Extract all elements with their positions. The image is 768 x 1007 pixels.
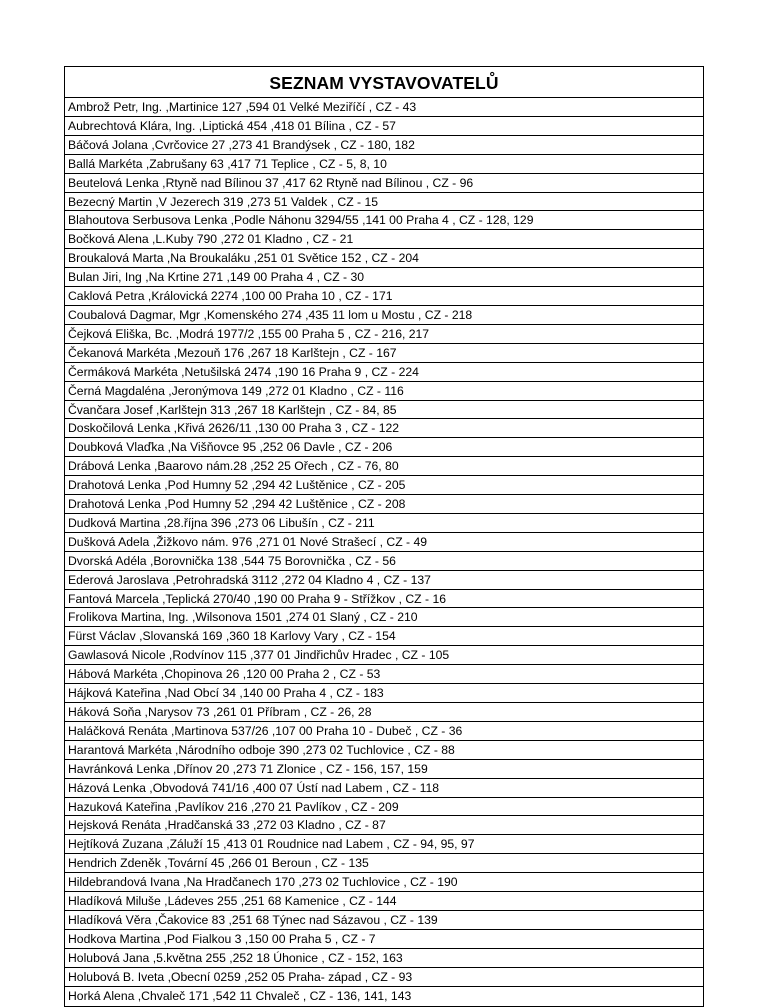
exhibitor-row: Hejtíková Zuzana ,Záluží 15 ,413 01 Roudnice nad Labem , CZ - 94, 95, 97 <box>65 835 703 854</box>
exhibitor-row: Hodkova Martina ,Pod Fialkou 3 ,150 00 Praha 5 , CZ - 7 <box>65 930 703 949</box>
exhibitor-row: Drahotová Lenka ,Pod Humny 52 ,294 42 Luštěnice , CZ - 208 <box>65 495 703 514</box>
page-title: SEZNAM VYSTAVOVATELŮ <box>269 73 499 93</box>
exhibitor-row: Hendrich Zdeněk ,Tovární 45 ,266 01 Beroun , CZ - 135 <box>65 854 703 873</box>
exhibitor-row: Holubová Jana ,5.května 255 ,252 18 Úhonice , CZ - 152, 163 <box>65 949 703 968</box>
exhibitor-row: Ballá Markéta ,Zabrušany 63 ,417 71 Teplice , CZ - 5, 8, 10 <box>65 155 703 174</box>
exhibitor-row: Bočková Alena ,L.Kuby 790 ,272 01 Kladno , CZ - 21 <box>65 230 703 249</box>
exhibitor-row: Ederová Jaroslava ,Petrohradská 3112 ,272 04 Kladno 4 , CZ - 137 <box>65 571 703 590</box>
exhibitor-row: Hildebrandová Ivana ,Na Hradčanech 170 ,273 02 Tuchlovice , CZ - 190 <box>65 873 703 892</box>
exhibitor-row: Hazuková Kateřina ,Pavlíkov 216 ,270 21 Pavlíkov , CZ - 209 <box>65 798 703 817</box>
exhibitor-row: Havránková Lenka ,Dřínov 20 ,273 71 Zlonice , CZ - 156, 157, 159 <box>65 760 703 779</box>
exhibitor-row: Frolikova Martina, Ing. ,Wilsonova 1501 ,274 01 Slaný , CZ - 210 <box>65 608 703 627</box>
exhibitor-row: Bulan Jiri, Ing ,Na Krtine 271 ,149 00 Praha 4 , CZ - 30 <box>65 268 703 287</box>
exhibitor-row: Čejková Eliška, Bc. ,Modrá 1977/2 ,155 00 Praha 5 , CZ - 216, 217 <box>65 325 703 344</box>
exhibitor-table <box>64 66 704 1007</box>
exhibitor-row: Beutelová Lenka ,Rtyně nad Bílinou 37 ,417 62 Rtyně nad Bílinou , CZ - 96 <box>65 174 703 193</box>
exhibitor-row: Čekanová Markéta ,Mezouň 176 ,267 18 Karlštejn , CZ - 167 <box>65 344 703 363</box>
exhibitor-row: Hájková Kateřina ,Nad Obcí 34 ,140 00 Praha 4 , CZ - 183 <box>65 684 703 703</box>
exhibitor-row: Čvančara Josef ,Karlštejn 313 ,267 18 Karlštejn , CZ - 84, 85 <box>65 401 703 420</box>
title-row <box>65 67 703 98</box>
exhibitor-row: Dudková Martina ,28.října 396 ,273 06 Libušín , CZ - 211 <box>65 514 703 533</box>
exhibitor-row: Doskočilová Lenka ,Křivá 2626/11 ,130 00 Praha 3 , CZ - 122 <box>65 419 703 438</box>
exhibitor-row: Hábová Markéta ,Chopinova 26 ,120 00 Praha 2 , CZ - 53 <box>65 665 703 684</box>
exhibitor-row: Haláčková Renáta ,Martinova 537/26 ,107 00 Praha 10 - Dubeč , CZ - 36 <box>65 722 703 741</box>
exhibitor-row: Horká Alena ,Chvaleč 171 ,542 11 Chvaleč , CZ - 136, 141, 143 <box>68 988 412 1003</box>
exhibitor-row: Ambrož Petr, Ing. ,Martinice 127 ,594 01 Velké Meziříčí , CZ - 43 <box>65 98 703 117</box>
exhibitor-row: Háková Soňa ,Narysov 73 ,261 01 Příbram , CZ - 26, 28 <box>65 703 703 722</box>
exhibitor-row: Blahoutova Serbusova Lenka ,Podle Náhonu 3294/55 ,141 00 Praha 4 , CZ - 128, 129 <box>65 211 703 230</box>
exhibitor-row: Doubková Vlaďka ,Na Višňovce 95 ,252 06 Davle , CZ - 206 <box>65 438 703 457</box>
exhibitor-list <box>65 98 703 1006</box>
exhibitor-row: Holubová B. Iveta ,Obecní 0259 ,252 05 Praha- západ , CZ - 93 <box>65 968 703 987</box>
exhibitor-row: Caklová Petra ,Královická 2274 ,100 00 Praha 10 , CZ - 171 <box>65 287 703 306</box>
exhibitor-row: Házová Lenka ,Obvodová 741/16 ,400 07 Ústí nad Labem , CZ - 118 <box>65 779 703 798</box>
exhibitor-row: Dušková Adela ,Žižkovo nám. 976 ,271 01 Nové Strašecí , CZ - 49 <box>65 533 703 552</box>
exhibitor-row: Hladíková Miluše ,Ládeves 255 ,251 68 Kamenice , CZ - 144 <box>65 892 703 911</box>
exhibitor-row: Dvorská Adéla ,Borovnička 138 ,544 75 Borovnička , CZ - 56 <box>65 552 703 571</box>
exhibitor-row: Gawlasová Nicole ,Rodvínov 115 ,377 01 Jindřichův Hradec , CZ - 105 <box>65 646 703 665</box>
exhibitor-row: Černá Magdaléna ,Jeronýmova 149 ,272 01 Kladno , CZ - 116 <box>65 382 703 401</box>
exhibitor-row: Báčová Jolana ,Cvrčovice 27 ,273 41 Brandýsek , CZ - 180, 182 <box>65 136 703 155</box>
exhibitor-row: Bezecný Martin ,V Jezerech 319 ,273 51 Valdek , CZ - 15 <box>65 193 703 212</box>
exhibitor-row: Aubrechtová Klára, Ing. ,Liptická 454 ,418 01 Bílina , CZ - 57 <box>65 117 703 136</box>
exhibitor-row: Fürst Václav ,Slovanská 169 ,360 18 Karlovy Vary , CZ - 154 <box>65 627 703 646</box>
exhibitor-row: Čermáková Markéta ,Netušilská 2474 ,190 16 Praha 9 , CZ - 224 <box>65 363 703 382</box>
exhibitor-row: Hladíková Věra ,Čakovice 83 ,251 68 Týnec nad Sázavou , CZ - 139 <box>65 911 703 930</box>
exhibitor-row: Drahotová Lenka ,Pod Humny 52 ,294 42 Luštěnice , CZ - 205 <box>65 476 703 495</box>
exhibitor-row: Broukalová Marta ,Na Broukaláku ,251 01 Světice 152 , CZ - 204 <box>65 249 703 268</box>
exhibitor-row: Coubalová Dagmar, Mgr ,Komenského 274 ,435 11 lom u Mostu , CZ - 218 <box>65 306 703 325</box>
exhibitor-row: Hejsková Renáta ,Hradčanská 33 ,272 03 Kladno , CZ - 87 <box>65 816 703 835</box>
exhibitor-row: Harantová Markéta ,Národního odboje 390 ,273 02 Tuchlovice , CZ - 88 <box>65 741 703 760</box>
exhibitor-row: Fantová Marcela ,Teplická 270/40 ,190 00 Praha 9 - Střížkov , CZ - 16 <box>65 590 703 609</box>
exhibitor-row: Drábová Lenka ,Baarovo nám.28 ,252 25 Ořech , CZ - 76, 80 <box>65 457 703 476</box>
